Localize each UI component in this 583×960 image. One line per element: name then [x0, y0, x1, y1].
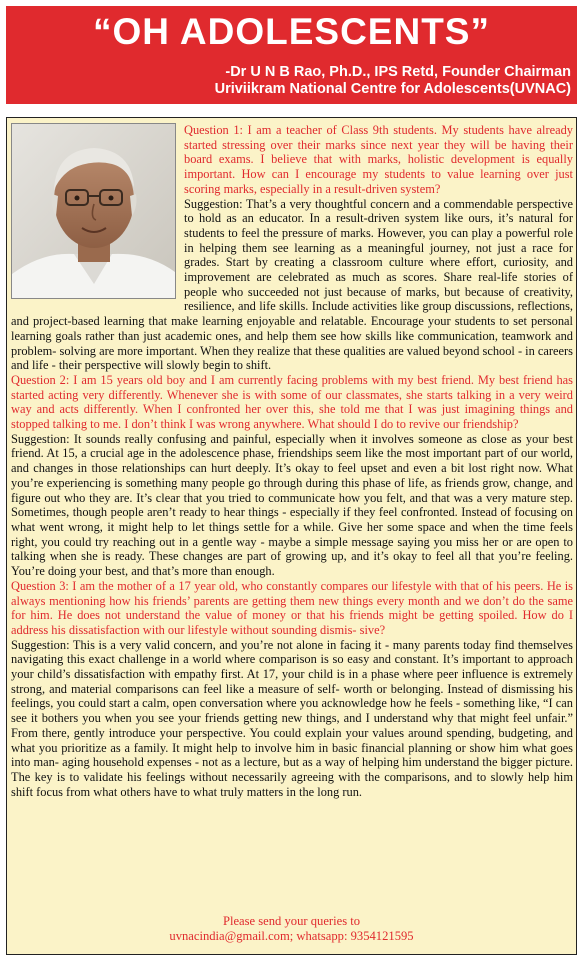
author-credentials: -Dr U N B Rao, Ph.D., IPS Retd, Founder Chairman	[225, 64, 571, 80]
contact-footer	[6, 914, 577, 944]
footer-contact-details[interactable]: uvnacindia@gmail.com; whatsapp: 9354121595	[169, 929, 414, 943]
question-2: Question 2: I am 15 years old boy and I am currently facing problems with my best friend. My best friend has started acting very differently. Whenever she is with some of our classmates, she starts talking in a very weird way and acts differently. When I confronted her over this, she told me that I was just imagining things and stopped talking to me. I don’t think I was wrong anywhere. What should I do to revive our friendship?	[11, 372, 573, 432]
answer-2: Suggestion: It sounds really confusing and painful, especially when it involves someone as close as your best friend. At 15, a crucial age in the adolescence phase, friendships seem like the most important part of our world, and changes in those relationships can hurt deeply. It’s okay to feel upset and even a bit lost right now. What you’re experiencing is something many people go through during this phase of life, as friends grow, change, and figure out who they are. It’s clear that you tried to communicate how you felt, and that was a very mature step. Sometimes, though people aren’t ready to hear things - especially if they feel confronted. Instead of focusing on what went wrong, it might help to let things settle for a while. Give her some space and when the time feels right, you could try reaching out in a gentle way - maybe a simple message saying you miss her or are open to talking when she is ready. These changes are part of growing up, and it’s okay to feel all that you’re feeling. You’re doing your best, and that’s more than enough.	[11, 431, 573, 579]
author-portrait-icon	[11, 123, 176, 299]
column-header	[6, 6, 577, 104]
question-1: Question 1: I am a teacher of Class 9th students. My students have already started stressing over their marks since next year they will be having their board exams. I believe that with marks, holistic development is equally important. How can I encourage my students to value learning over just scoring marks, especially in a result-driven system?	[184, 123, 573, 196]
footer-prompt: Please send your queries to	[222, 914, 361, 928]
qa-content	[11, 123, 573, 799]
question-3: Question 3: I am the mother of a 17 year old, who constantly compares our lifestyle with that of his peers. He is always mentioning how his friends’ parents are getting them new things every month and we don’t do the same for him. He does not understand the value of money or that his friends might be getting spoiled. How do I address his dissatisfaction with our lifestyle without sounding dismis- sive?	[11, 578, 573, 637]
column-title: “OH ADOLESCENTS”	[93, 11, 490, 52]
answer-1: Suggestion: That’s a very thoughtful concern and a commendable perspective to hold as an educator. In a result-driven system like ours, it’s natural for students to feel the pressure of marks. However, you can play a powerful role in helping them see learning as a meaningful journey, not just a race for grades. Start by creating a classroom culture where effort, curiosity, and improvement are celebrated as much as scores. Share real-life stories of people who succeeded not just because of marks, but because of creativity, resilience, and life skills. Include activities like group discussions, reflections, and project-based learning that make learning enjoyable and relatable. Encourage your students to set personal learning goals rather than just academic ones, and help them see how skills like communication, teamwork and problem- solving are more important. When they realize that these qualities are valued beyond school - in careers and life - their perspective will slowly begin to shift.	[11, 196, 573, 373]
answer-3: Suggestion: This is a very valid concern, and you’re not alone in facing it - many parents today find themselves navigating this exact challenge in a world where comparison is so easy and constant. It’s important to approach your child’s dissatisfaction with empathy first. At 17, your child is in a phase where peer influence is extremely strong, and material comparisons can feel like a measure of self- worth or belonging. Instead of dismissing his feelings, you could start a calm, open conversation where you acknowledge how he feels - something like, “I can see it bothers you when you see your friends getting new things, and I understand why that might feel unfair.” From there, gently introduce your perspective. You could explain your values around spending, budgeting, and what you prioritize as a family. It might help to involve him in basic financial planning or show him what goes into man- aging household expenses - not as a lecture, but as a way of helping him understand the bigger picture. The key is to validate his feelings without necessarily agreeing with the comparisons, and to slowly help him shift focus from what others have to what truly matters in the long run.	[11, 637, 573, 799]
author-organization: Uriviikram National Centre for Adolescents(UVNAC)	[214, 81, 571, 97]
author-byline	[215, 64, 571, 98]
